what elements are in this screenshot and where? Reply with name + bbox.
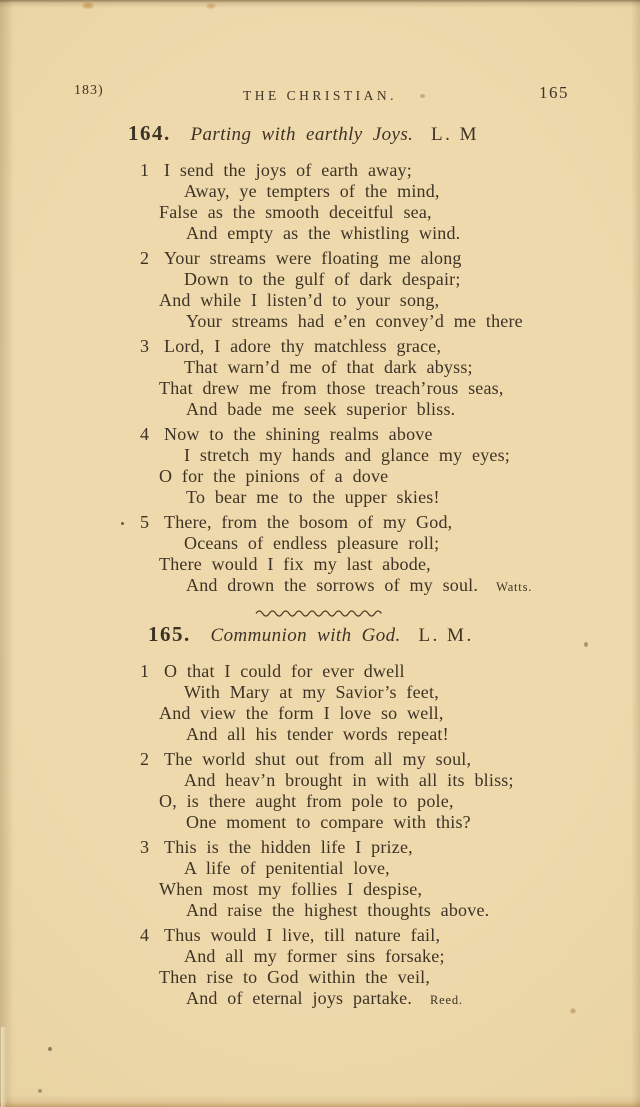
verse-line: There, from the bosom of my God,	[164, 512, 453, 532]
verse-line: And view the form I love so well,	[159, 703, 444, 723]
verse-line: Oceans of endless pleasure roll;	[184, 533, 440, 553]
verse-line: Lord, I adore thy matchless grace,	[164, 336, 442, 356]
verse-line: When most my follies I despise,	[159, 879, 423, 899]
text-block	[0, 120, 640, 1015]
verse-line: With Mary at my Savior’s feet,	[184, 682, 439, 702]
paper-stain	[82, 2, 94, 9]
verse-line: O that I could for ever dwell	[164, 661, 405, 681]
verse-number: 1	[140, 661, 150, 681]
wavy-divider	[0, 604, 640, 613]
verse	[0, 424, 640, 508]
verse	[0, 160, 640, 244]
verse-line: False as the smooth deceitful sea,	[159, 202, 432, 222]
verse	[0, 749, 640, 833]
verse	[0, 336, 640, 420]
verse-line: And bade me seek superior bliss.	[186, 399, 456, 419]
hymn-heading	[0, 621, 640, 649]
verse-line: There would I fix my last abode,	[159, 554, 431, 574]
verse-line: To bear me to the upper skies!	[186, 487, 440, 507]
hymn-title: Parting with earthly Joys.	[190, 124, 414, 145]
folio-stamp: 183)	[74, 83, 104, 98]
verse-line: A life of penitential love,	[184, 858, 390, 878]
verse-line: And drown the sorrows of my soul.	[186, 575, 479, 595]
verse-line: O, is there aught from pole to pole,	[159, 791, 454, 811]
verse-number: 3	[140, 837, 150, 857]
verse-line: I send the joys of earth away;	[164, 160, 412, 180]
wavy-line-icon	[254, 608, 386, 617]
paper-stain	[206, 3, 216, 9]
verse	[0, 512, 640, 598]
verse-line: The world shut out from all my soul,	[164, 749, 472, 769]
verse-line: That warn’d me of that dark abyss;	[184, 357, 473, 377]
verse-number: 4	[140, 424, 150, 444]
verse-line: Thus would I live, till nature fail,	[164, 925, 441, 945]
verse-line: And of eternal joys partake.	[186, 988, 413, 1008]
hymn-number: 165.	[148, 622, 191, 646]
hymn-meter: L. M.	[418, 625, 474, 646]
verse-line: Then rise to God within the veil,	[159, 967, 431, 987]
verse-line: And all his tender words repeat!	[186, 724, 449, 744]
verse	[0, 661, 640, 745]
hymn-165	[0, 621, 640, 1011]
paper-speck	[38, 1089, 42, 1093]
verse-line: And raise the highest thoughts above.	[186, 900, 490, 920]
hymn-number: 164.	[128, 121, 171, 145]
verse-line: Down to the gulf of dark despair;	[184, 269, 461, 289]
running-title: THE CHRISTIAN.	[243, 88, 397, 103]
hymn-164	[0, 120, 640, 598]
verse-line: And empty as the whistling wind.	[186, 223, 461, 243]
verse-line: Your streams were floating me along	[164, 248, 462, 268]
hymn-title: Communion with God.	[210, 625, 401, 646]
verse-line: Your streams had e’en convey’d me there	[186, 311, 523, 331]
verse-line: Away, ye tempters of the mind,	[184, 181, 440, 201]
verse-number: 2	[140, 749, 150, 769]
verse-line: And heav’n brought in with all its bliss;	[184, 770, 514, 790]
hymn-meter: L. M	[431, 124, 480, 145]
hymn-heading	[0, 120, 640, 148]
verse-number: 2	[140, 248, 150, 268]
verse-line: One moment to compare with this?	[186, 812, 471, 832]
verse-line: Now to the shining realms above	[164, 424, 433, 444]
paper-speck	[48, 1047, 52, 1051]
verse-line: That drew me from those treach’rous seas,	[159, 378, 504, 398]
verse	[0, 248, 640, 332]
author-attribution: Watts.	[496, 580, 533, 594]
verse-line: This is the hidden life I prize,	[164, 837, 413, 857]
page-number: 165	[539, 83, 569, 102]
page-edge-fold	[1, 1027, 7, 1107]
verse-line: O for the pinions of a dove	[159, 466, 389, 486]
verse-number: 1	[140, 160, 150, 180]
verse-line: And all my former sins forsake;	[184, 946, 445, 966]
verse-number: 4	[140, 925, 150, 945]
verse-number: 5	[140, 512, 150, 532]
verse-number: 3	[140, 336, 150, 356]
verse-line: I stretch my hands and glance my eyes;	[184, 445, 511, 465]
author-attribution: Reed.	[430, 993, 463, 1007]
verse	[0, 837, 640, 921]
verse	[0, 925, 640, 1011]
verse-line: And while I listen’d to your song,	[159, 290, 440, 310]
